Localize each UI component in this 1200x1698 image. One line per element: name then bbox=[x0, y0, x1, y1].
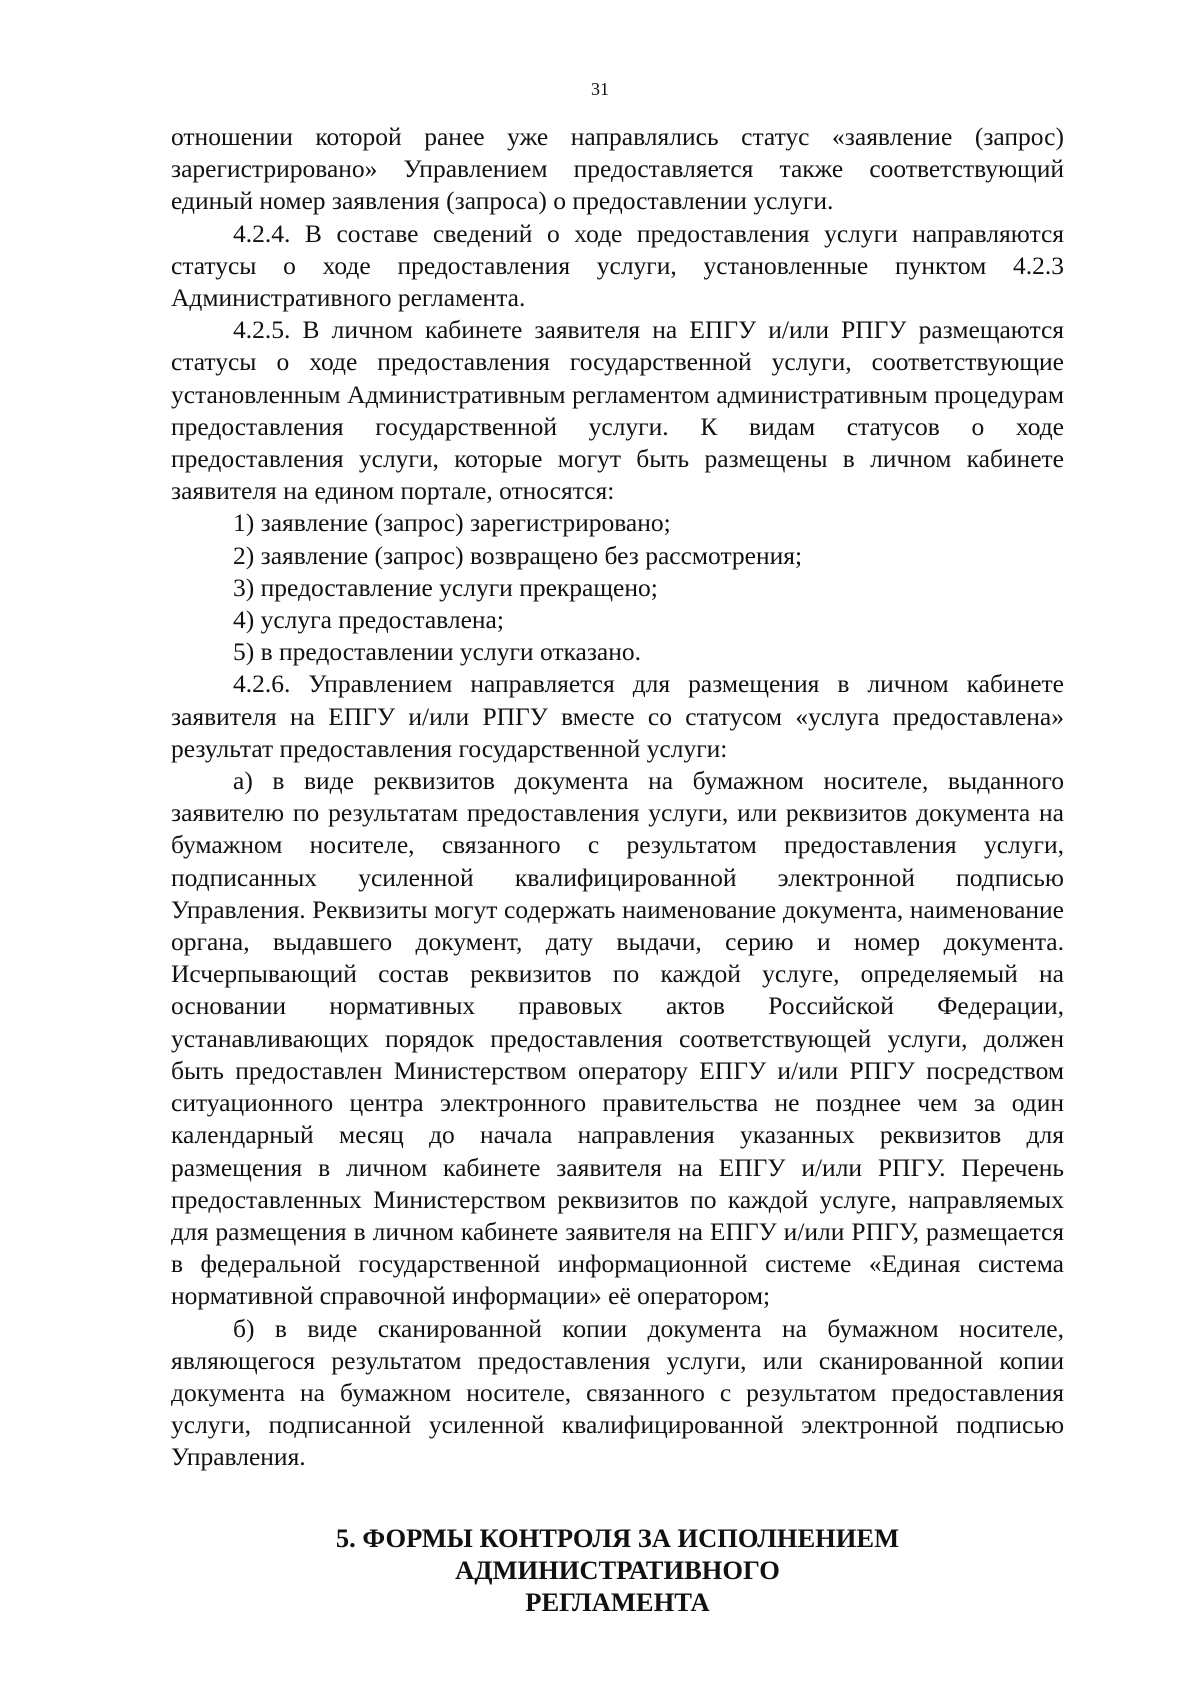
list-item: 5) в предоставлении услуги отказано. bbox=[233, 637, 641, 667]
body-text bbox=[171, 121, 1064, 1474]
paragraph-4-2-4: 4.2.4. В составе сведений о ходе предоставления услуги направляются статусы о ходе предоставления услуги, установленные пунктом 4.2.3 Административного регламента. bbox=[171, 218, 1064, 313]
list-item: 4) услуга предоставлена; bbox=[233, 605, 504, 635]
list-item: 2) заявление (запрос) возвращено без рассмотрения; bbox=[233, 540, 803, 570]
paragraph-subitem-b: б) в виде сканированной копии документа на бумажном носителе, являющегося результатом предоставления услуги, или сканированной копии документа на бумажном носителе, связанного с результатом предоставления услуги, подписанной усиленной квалифицированной электронной подписью Управления. bbox=[171, 1313, 1064, 1472]
section-heading-line-1: 5. ФОРМЫ КОНТРОЛЯ ЗА ИСПОЛНЕНИЕМ АДМИНИСТРАТИВНОГО bbox=[335, 1523, 900, 1585]
list-item: 1) заявление (запрос) зарегистрировано; bbox=[233, 508, 671, 538]
section-heading-line-2: РЕГЛАМЕНТА bbox=[525, 1587, 710, 1617]
page-number: 31 bbox=[591, 79, 609, 99]
paragraph-4-2-6: 4.2.6. Управлением направляется для размещения в личном кабинете заявителя на ЕПГУ и/или РПГУ вместе со статусом «услуга предоставлена» результат предоставления государственной услуги: bbox=[171, 669, 1064, 763]
paragraph-subitem-a: а) в виде реквизитов документа на бумажном носителе, выданного заявителю по результатам предоставления услуги, или реквизитов документа на бумажном носителе, связанного с результатом предоставления услуги, подписанных усиленной квалифицированной электронной подписью Управления. Реквизиты могут содержать наименование документа, наименование органа, выдавшего документ, дату выдачи, серию и номер документа. Исчерпывающий состав реквизитов по каждой услуге, определяемый на основании нормативных правовых актов Российской Федерации, устанавливающих порядок предоставления соответствующей услуги, должен быть предоставлен Министерством оператору ЕПГУ и/или РПГУ посредством ситуационного центра электронного правительства не позднее чем за один календарный месяц до начала направления указанных реквизитов для размещения в личном кабинете заявителя на ЕПГУ и/или РПГУ. Перечень предоставленных Министерством реквизитов по каждой услуге, направляемых для размещения в личном кабинете заявителя на ЕПГУ и/или РПГУ, размещается в федеральной государственной информационной системе «Единая система нормативной справочной информации» её оператором; bbox=[171, 766, 1064, 1311]
section-heading bbox=[171, 1522, 1064, 1618]
paragraph-4-2-5: 4.2.5. В личном кабинете заявителя на ЕПГУ и/или РПГУ размещаются статусы о ходе предоставления государственной услуги, соответствующие установленным Административным регламентом административным процедурам предоставления государственной услуги. К видам статусов о ходе предоставления услуги, которые могут быть размещены в личном кабинете заявителя на едином портале, относятся: bbox=[171, 315, 1064, 506]
list-item: 3) предоставление услуги прекращено; bbox=[233, 572, 658, 602]
paragraph-continuation: отношении которой ранее уже направлялись статус «заявление (запрос) зарегистрировано» Управлением предоставляется также соответствующий единый номер заявления (запроса) о предоставлении услуги. bbox=[171, 122, 1064, 216]
